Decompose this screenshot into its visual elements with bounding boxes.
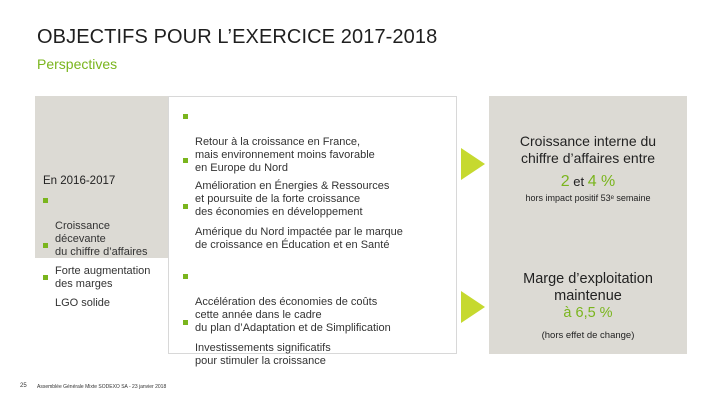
objective-line: Marge d’exploitation <box>523 271 653 287</box>
objective-value-connector: et <box>569 174 588 189</box>
list-item <box>43 271 110 310</box>
page-number: 25 <box>20 383 27 389</box>
arrow-right-icon <box>461 148 485 180</box>
objective-revenue-value <box>489 172 687 191</box>
page-subtitle: Perspectives <box>37 56 118 72</box>
objective-margin <box>489 271 687 305</box>
footer-caption: Assemblée Générale Mixte SODEXO SA - 23 janvier 2018 <box>37 384 167 390</box>
center-bottom-bullet-2 <box>183 316 331 368</box>
list-item-text: Amélioration en Énergies & Ressources et poursuite de la forte croissance des économies en développement <box>195 180 390 218</box>
list-item-text: Retour à la croissance en France, mais environnement moins favorable en Europe du Nord <box>195 136 375 174</box>
list-item-text: Accélération des économies de coûts cette année dans le cadre du plan d’Adaptation et de Simplification <box>195 296 391 334</box>
bullet-square-icon <box>43 198 48 203</box>
objective-revenue-note: hors impact positif 53ᵉ semaine <box>525 193 651 203</box>
list-item <box>183 200 403 252</box>
objective-line: Croissance interne du <box>519 133 657 149</box>
list-item-text: LGO solide <box>55 297 111 309</box>
list-item-text: Croissance décevante du chiffre d’affaires <box>55 220 148 258</box>
arrow-right-icon <box>461 291 485 323</box>
objective-line: chiffre d’affaires entre <box>520 150 656 166</box>
bullet-square-icon <box>183 320 188 325</box>
page-title: OBJECTIFS POUR L’EXERCICE 2017-2018 <box>37 26 438 48</box>
center-top-bullet-3 <box>183 200 403 252</box>
bullet-square-icon <box>183 158 188 163</box>
bullet-square-icon <box>43 243 48 248</box>
objective-value-high: 4 % <box>587 173 616 190</box>
list-item <box>183 316 331 368</box>
left-heading: En 2016-2017 <box>43 175 116 187</box>
objective-margin-note: (hors effet de change) <box>541 330 635 341</box>
list-item-text: Forte augmentation des marges <box>55 265 151 290</box>
list-item-text: Investissements significatifs pour stimuler la croissance <box>195 342 331 367</box>
bullet-square-icon <box>43 275 48 280</box>
left-bullet-list-3 <box>43 271 110 310</box>
bullet-square-icon <box>183 274 188 279</box>
objective-value-low: 2 <box>560 173 570 190</box>
objective-revenue-growth <box>489 133 687 167</box>
list-item-text: Amérique du Nord impactée par le marque de croissance en Éducation et en Santé <box>195 226 403 251</box>
bullet-square-icon <box>183 204 188 209</box>
objective-margin-value: à 6,5 % <box>563 305 613 321</box>
objective-line: maintenue <box>554 288 622 304</box>
bullet-square-icon <box>183 114 188 119</box>
